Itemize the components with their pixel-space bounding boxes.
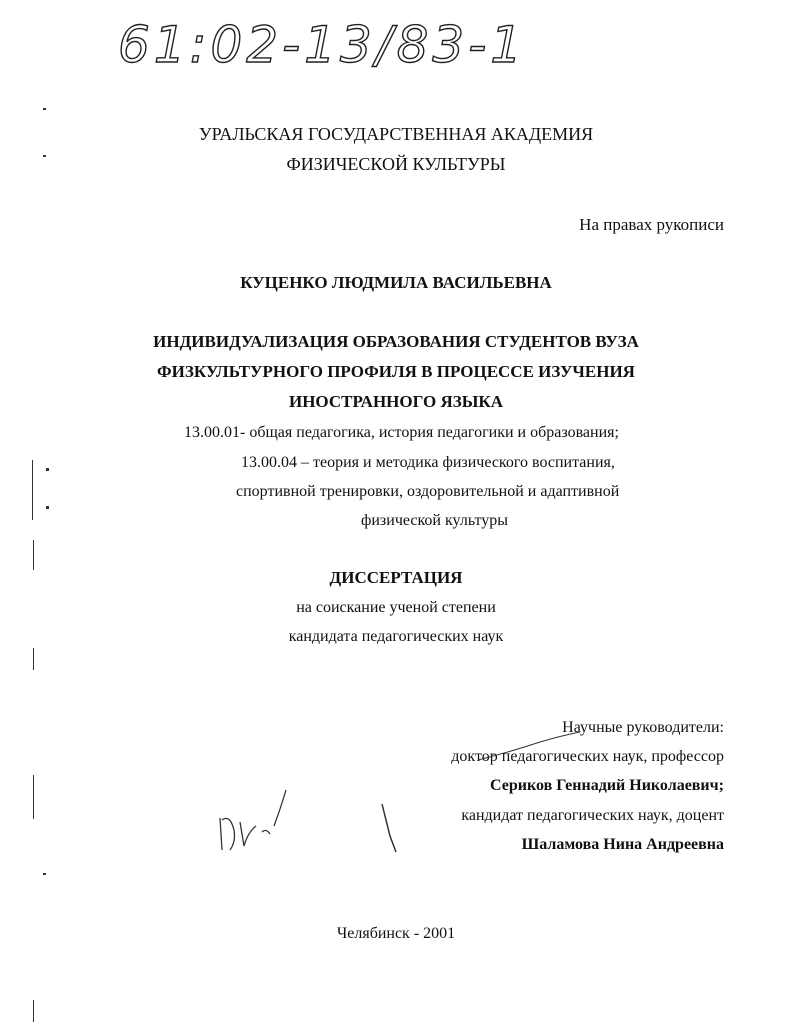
thesis-title-line-1: ИНДИВИДУАЛИЗАЦИЯ ОБРАЗОВАНИЯ СТУДЕНТОВ ВУЗА <box>153 332 639 351</box>
work-type-line-1: на соискание ученой степени <box>296 599 496 616</box>
margin-line <box>33 775 34 819</box>
supervisors-heading: Научные руководители: <box>562 719 724 736</box>
work-type-line-2: кандидата педагогических наук <box>288 628 504 645</box>
pen-stroke-mark <box>470 730 590 770</box>
second-supervisor-title: кандидат педагогических наук, доцент <box>461 807 724 824</box>
rights-note: На правах рукописи <box>579 215 724 234</box>
handwritten-archive-code <box>110 2 580 80</box>
city-year: Челябинск - 2001 <box>336 925 456 942</box>
thesis-title-line-3: ИНОСТРАННОГО ЯЗЫКА <box>288 392 504 411</box>
handwritten-code-text: 61:02-13/83-1 <box>118 16 527 74</box>
margin-dot <box>46 506 49 509</box>
organization-line-2: ФИЗИЧЕСКОЙ КУЛЬТУРЫ <box>286 154 506 174</box>
margin-line <box>32 460 33 520</box>
thesis-title-line-2: ФИЗКУЛЬТУРНОГО ПРОФИЛЯ В ПРОЦЕССЕ ИЗУЧЕНИЯ <box>157 362 635 381</box>
margin-line <box>33 648 34 670</box>
handwritten-signature-mark <box>200 770 440 870</box>
specialty-line-4: физической культуры <box>361 512 509 529</box>
organization-line-1: УРАЛЬСКАЯ ГОСУДАРСТВЕННАЯ АКАДЕМИЯ <box>198 124 594 144</box>
author-name: КУЦЕНКО ЛЮДМИЛА ВАСИЛЬЕВНА <box>240 273 552 292</box>
margin-line <box>33 540 34 570</box>
margin-dot <box>43 873 46 875</box>
margin-dot <box>43 108 46 110</box>
specialty-line-3: спортивной тренировки, оздоровительной и адаптивной <box>236 483 620 500</box>
specialty-line-1: 13.00.01- общая педагогика, история педагогики и образования; <box>184 424 619 441</box>
second-supervisor-name: Шаламова Нина Андреевна <box>521 836 724 853</box>
first-supervisor-title: доктор педагогических наук, профессор <box>451 748 724 765</box>
margin-line <box>33 1000 34 1022</box>
specialty-line-2: 13.00.04 – теория и методика физического воспитания, <box>241 454 615 471</box>
first-supervisor-name: Сериков Геннадий Николаевич; <box>490 777 724 794</box>
margin-dot <box>46 468 49 471</box>
work-type-label: ДИССЕРТАЦИЯ <box>329 568 463 587</box>
margin-dot <box>43 155 46 157</box>
